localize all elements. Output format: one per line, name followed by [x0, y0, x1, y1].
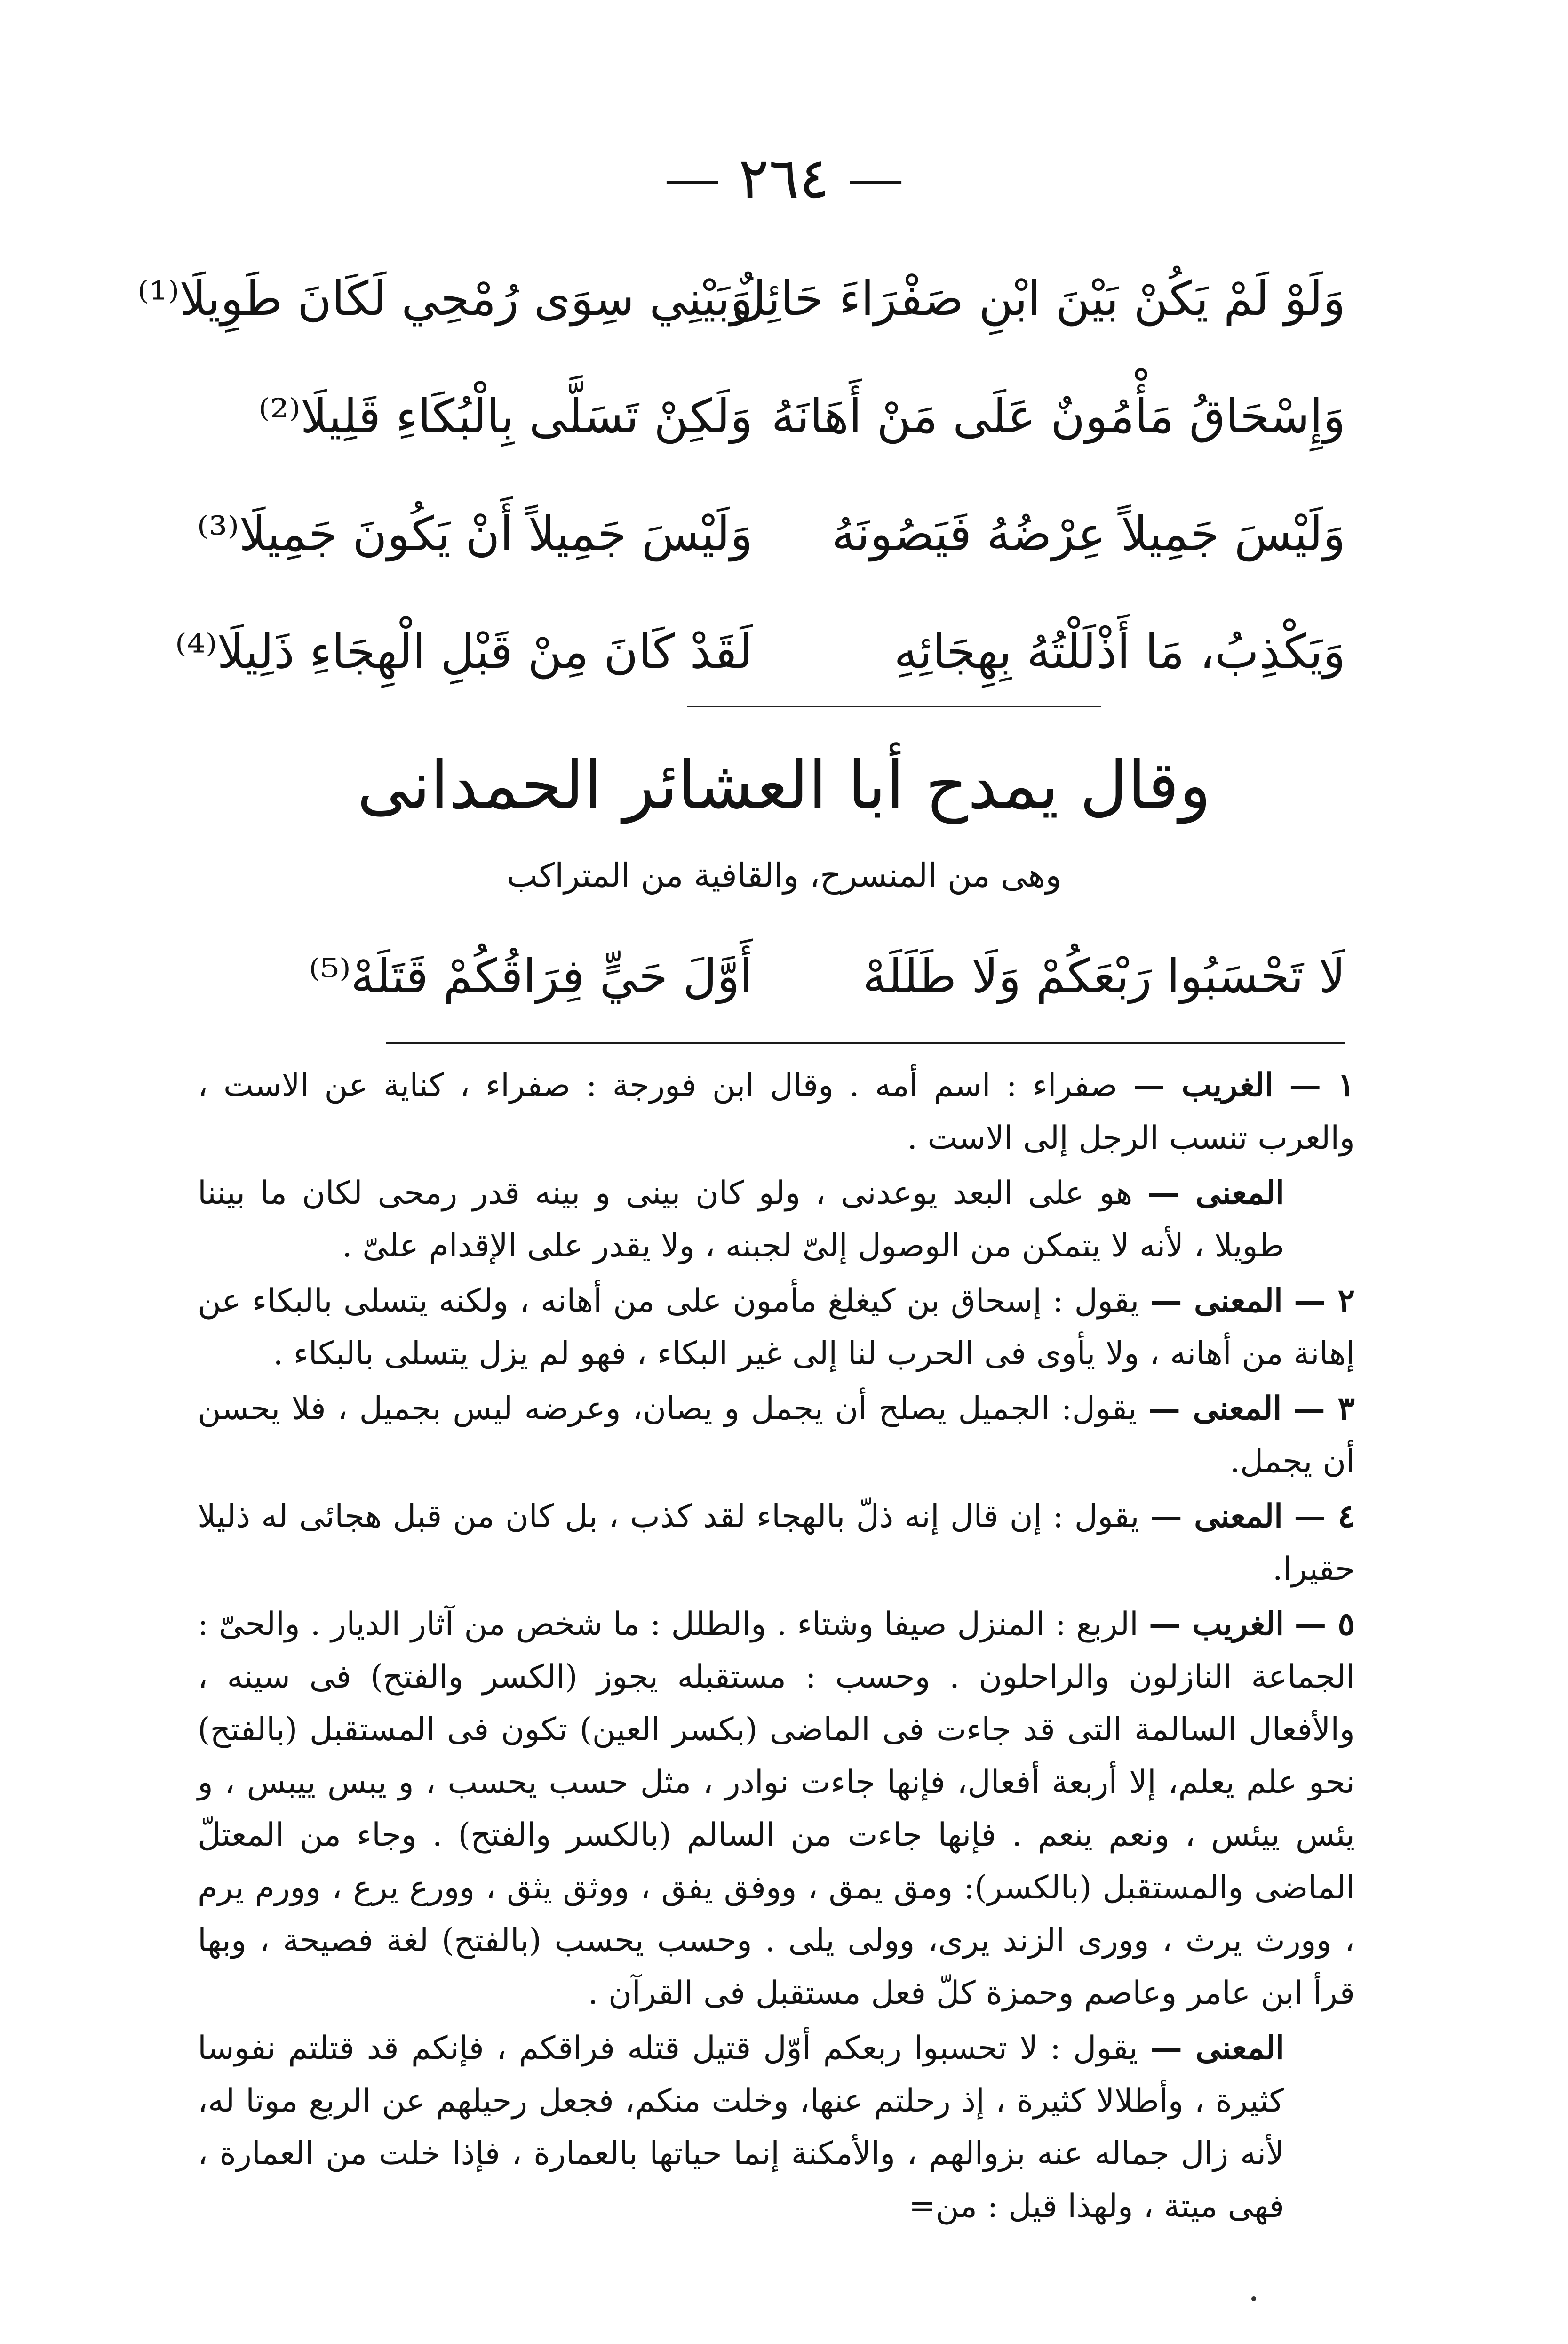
footnote-text: هو على البعد يوعدنى ، ولو كان بينى و بينه قدر رمحى لكان ما بيننا طويلا ، لأنه لا يتمكن من الوصول إلىّ لجبنه ، ولا يقدر على الإقدام علىّ .: [198, 1175, 1284, 1264]
footnote-text: يقول: الجميل يصلح أن يجمل و يصان، وعرضه ليس بجميل ، فلا يحسن أن يجمل.: [198, 1390, 1355, 1480]
footnotes-divider: [386, 1042, 1345, 1044]
couplet: [175, 598, 1345, 715]
hemistich-first: وَيَكْذِبُ، مَا أَذْلَلْتُهُ بِهِجَائِهِ: [894, 624, 1345, 679]
hemistich-second: لَقَدْ كَانَ مِنْ قَبْلِ الْهِجَاءِ ذَلِيلَا⁽⁴⁾: [175, 624, 753, 679]
footnote-text: يقول : لا تحسبوا ربعكم أوّل قتيل قتله فراقكم ، فإنكم قد قتلتم نفوسا كثيرة ، وأطلالا كثيرة ، إذ رحلتم عنها، وخلت منكم، فجعل رحيلهم عن الربع موتا له، لأنه زال جماله عنه بزوالهم ، والأمكنة إنما حياتها بالعمارة ، فإذا خلت من العمارة ، فهى ميتة ، ولهذا قيل : من=: [198, 2030, 1284, 2225]
footnote-text: يقول : إن قال إنه ذلّ بالهجاء لقد كذب ، بل كان من قبل هجائى له ذليلا حقيرا.: [198, 1498, 1355, 1588]
hemistich-second: أَوَّلَ حَيٍّ فِرَاقُكُمْ قَتَلَهْ⁽⁵⁾: [309, 949, 753, 1004]
page-speck: [1251, 2296, 1256, 2301]
footnote-1: [198, 1059, 1355, 1165]
footnote-term: الغريب —: [1148, 1605, 1284, 1643]
couplet: [188, 362, 1345, 480]
hemistich-first: لَا تَحْسَبُوا رَبْعَكُمْ وَلَا طَلَلَهْ: [862, 949, 1345, 1004]
footnote-term: المعنى —: [1150, 2029, 1284, 2067]
poem-couplets: [137, 245, 1345, 715]
footnote-number: ٥ —: [1294, 1605, 1355, 1643]
hemistich-first: وَلَيْسَ جَمِيلاً عِرْضُهُ فَيَصُونَهُ: [831, 506, 1345, 561]
footnote-2: [198, 1274, 1355, 1380]
footnote-text: صفراء : اسم أمه . وقال ابن فورجة : صفراء ، كناية عن الاست ، والعرب تنسب الرجل إلى الاست .: [198, 1067, 1355, 1157]
footnote-3: [198, 1382, 1355, 1488]
footnote-term: المعنى —: [1150, 1497, 1283, 1535]
footnote-text: الربع : المنزل صيفا وشتاء . والطلل : ما شخص من آثار الديار . والحىّ : الجماعة النازلون والراحلون . وحسب : مستقبله يجوز (الكسر والفتح) فى سينه ، والأفعال السالمة التى قد جاءت فى الماضى (بكسر العين) تكون فى المستقبل (بالفتح) نحو علم يعلم، إلا أربعة أفعال، فإنها جاءت نوادر ، مثل حسب يحسب ، و يبس ييبس ، و يئس ييئس ، ونعم ينعم . فإنها جاءت من السالم (بالكسر والفتح) . وجاء من المعتلّ الماضى والمستقبل (بالكسر): ومق يمق ، ووفق يفق ، ووثق يثق ، وورع يرع ، وورم يرم ، وورث يرث ، وورى الزند يرى، وولى يلى . وحسب يحسب (بالفتح) لغة فصيحة ، وبها قرأ ابن عامر وعاصم وحمزة كلّ فعل مستقبل فى القرآن .: [198, 1606, 1355, 2012]
section-subtitle: وهى من المنسرح، والقافية من المتراكب: [506, 856, 1062, 895]
footnote-number: ٢ —: [1294, 1282, 1355, 1320]
hemistich-first: وَلَوْ لَمْ يَكُنْ بَيْنَ ابْنِ صَفْرَاءَ حَائِلٌ: [732, 271, 1345, 326]
couplet: [188, 480, 1345, 598]
footnote-4: [198, 1490, 1355, 1596]
footnote-number: ٣ —: [1293, 1390, 1355, 1427]
footnote-number: ٤ —: [1294, 1497, 1355, 1535]
footnote-1-meaning: [198, 1167, 1355, 1272]
couplet: [137, 245, 1345, 362]
footnotes: [198, 1059, 1355, 2235]
footnote-term: المعنى —: [1150, 1282, 1283, 1320]
footnote-5-meaning: [198, 2022, 1355, 2233]
footnote-5: [198, 1598, 1355, 2020]
opening-couplet: [188, 922, 1345, 1040]
footnote-term: المعنى —: [1147, 1174, 1284, 1212]
footnote-text: يقول : إسحاق بن كيغلغ مأمون على من أهانه ، ولكنه يتسلى بالبكاء عن إهانة من أهانه ، ولا يأوى فى الحرب لنا إلى غير البكاء ، فهو لم يزل يتسلى بالبكاء .: [198, 1282, 1355, 1372]
footnote-number: ١ —: [1289, 1066, 1355, 1104]
page-number: — ٢٦٤ —: [664, 146, 904, 211]
footnote-term: الغريب —: [1133, 1066, 1274, 1104]
hemistich-second: وَلَيْسَ جَمِيلاً أَنْ يَكُونَ جَمِيلَا⁽³⁾: [197, 506, 753, 561]
hemistich-second: وَلَكِنْ تَسَلَّى بِالْبُكَاءِ قَلِيلَا⁽²⁾: [258, 389, 753, 444]
poem-end-divider: [687, 706, 1101, 707]
hemistich-first: وَإِسْحَاقُ مَأْمُونٌ عَلَى مَنْ أَهَانَهُ: [771, 389, 1345, 444]
hemistich-second: وَبَيْنِي سِوَى رُمْحِي لَكَانَ طَوِيلَا⁽¹⁾: [137, 271, 753, 326]
section-title: وقال يمدح أبا العشائر الحمدانى: [357, 747, 1211, 824]
footnote-term: المعنى —: [1148, 1390, 1282, 1427]
